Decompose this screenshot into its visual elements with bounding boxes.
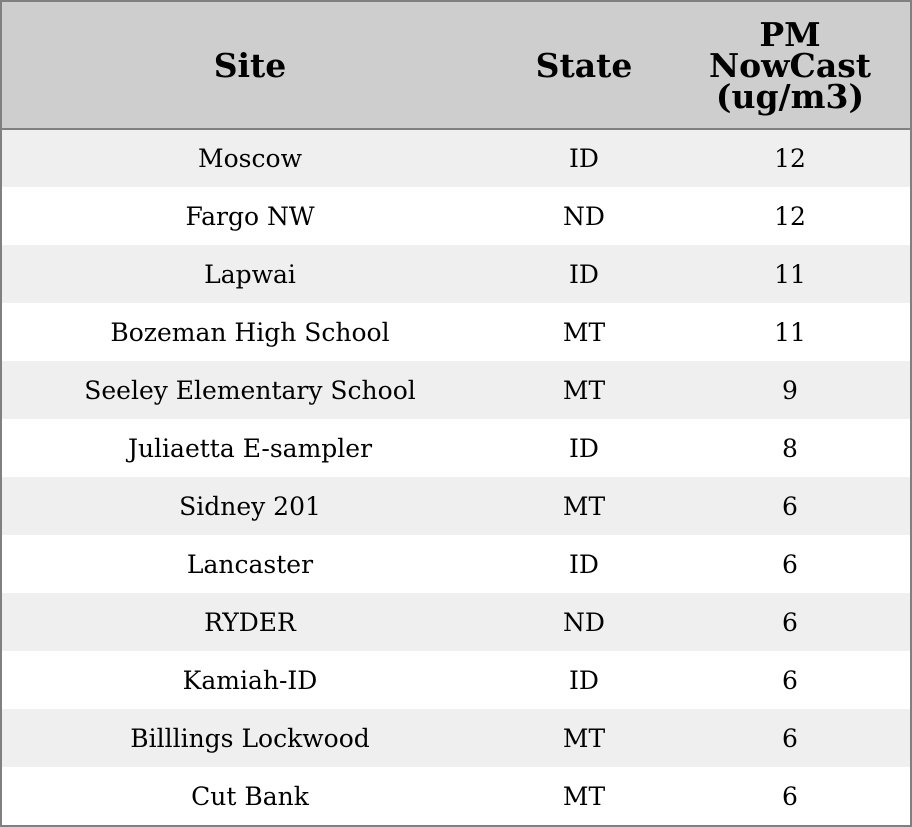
cell-pm: 6 <box>782 549 798 579</box>
cell-pm: 6 <box>782 491 798 521</box>
table-body <box>2 129 910 825</box>
table-row <box>2 767 910 825</box>
header-row <box>2 2 910 129</box>
table-row <box>2 651 910 709</box>
cell-pm: 6 <box>782 723 798 753</box>
cell-site: Bozeman High School <box>110 317 390 347</box>
cell-pm: 11 <box>774 259 806 289</box>
cell-state: MT <box>562 375 606 405</box>
cell-site: Kamiah-ID <box>182 665 318 695</box>
cell-site: Seeley Elementary School <box>84 375 416 405</box>
cell-site: Sidney 201 <box>179 491 321 521</box>
cell-pm: 12 <box>774 201 806 231</box>
pm-nowcast-table <box>2 2 910 825</box>
cell-pm: 6 <box>782 607 798 637</box>
table-row <box>2 477 910 535</box>
cell-state: ID <box>569 433 599 463</box>
cell-site: Lancaster <box>186 549 314 579</box>
cell-site: Fargo NW <box>185 201 315 231</box>
column-header-state: State <box>498 2 670 129</box>
cell-state: MT <box>562 491 606 521</box>
column-header-pm-line-1: PM <box>759 14 821 54</box>
cell-site: Juliaetta E-sampler <box>127 433 373 463</box>
cell-site: Cut Bank <box>191 781 309 811</box>
cell-pm: 11 <box>774 317 806 347</box>
column-header-site: Site <box>2 2 498 129</box>
cell-pm: 9 <box>782 375 798 405</box>
cell-state: MT <box>562 723 606 753</box>
cell-site: Moscow <box>198 144 302 173</box>
cell-pm: 6 <box>782 781 798 811</box>
column-header-pm-nowcast <box>670 2 910 129</box>
cell-state: ND <box>563 201 605 231</box>
table-row <box>2 361 910 419</box>
column-header-pm-line-2: NowCast <box>708 45 872 85</box>
table-row <box>2 535 910 593</box>
table-row <box>2 187 910 245</box>
cell-state: MT <box>562 317 606 347</box>
cell-site: RYDER <box>204 607 296 637</box>
cell-state: ID <box>569 259 599 289</box>
cell-site: Billlings Lockwood <box>130 723 370 753</box>
cell-site: Lapwai <box>204 259 296 289</box>
cell-pm: 6 <box>782 665 798 695</box>
table-row <box>2 593 910 651</box>
cell-state: MT <box>562 781 606 811</box>
table-row <box>2 129 910 187</box>
cell-state: ID <box>569 665 599 695</box>
table-row <box>2 303 910 361</box>
cell-pm: 8 <box>782 433 798 463</box>
cell-state: ID <box>569 144 599 173</box>
table-header <box>2 2 910 129</box>
column-header-pm-line-3: (ug/m3) <box>715 76 865 116</box>
table-row <box>2 245 910 303</box>
table-row <box>2 709 910 767</box>
cell-pm: 12 <box>774 144 806 173</box>
cell-state: ND <box>563 607 605 637</box>
table-row <box>2 419 910 477</box>
cell-state: ID <box>569 549 599 579</box>
